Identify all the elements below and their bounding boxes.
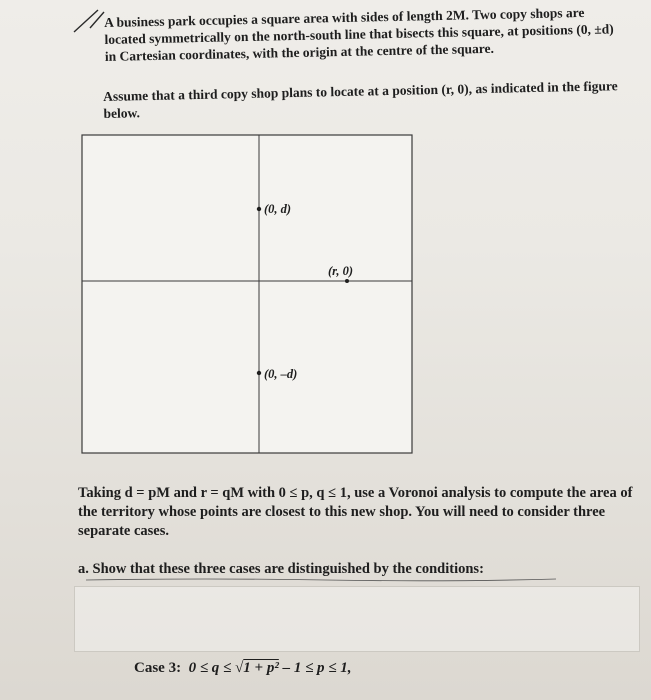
square-boundary: [82, 135, 412, 453]
shop-point-top: [257, 207, 261, 211]
condition-post: – 1 ≤ p ≤ 1,: [278, 660, 352, 676]
part-a-paragraph: a. Show that these three cases are distinguished by the conditions:: [78, 561, 484, 577]
voronoi-figure: [82, 135, 412, 453]
case-label: Case 3:: [134, 660, 182, 676]
label-top-shop: (0, d): [264, 202, 292, 216]
figure-canvas: [82, 135, 412, 453]
label-new-shop: (r, 0): [328, 264, 353, 278]
case-3-condition: [134, 660, 352, 677]
answer-box: [74, 586, 640, 652]
intro-paragraph: A business park occupies a square area with sides of length 2M. Two copy shops are located symmetrically on the north-south line that bisects this square, at positions (0, ±d) in Cartesian coordinates, with the origin at the centre of the square.: [104, 4, 614, 64]
task-paragraph: Taking d = pM and r = qM with 0 ≤ p, q ≤ 1, use a Voronoi analysis to compute the area of the territory whose points are closest to this new shop. You will need to consider three separate cases.: [78, 485, 633, 539]
shop-point-bottom: [257, 371, 261, 375]
label-bottom-shop: (0, –d): [264, 367, 298, 381]
condition-pre: 0 ≤ q ≤ √: [188, 660, 244, 676]
assumption-paragraph: Assume that a third copy shop plans to locate at a position (r, 0), as indicated in the figure below.: [103, 78, 618, 121]
condition-radicand: 1 + p²: [243, 660, 279, 676]
shop-point-new: [345, 279, 349, 283]
hand-underline: [86, 578, 556, 582]
